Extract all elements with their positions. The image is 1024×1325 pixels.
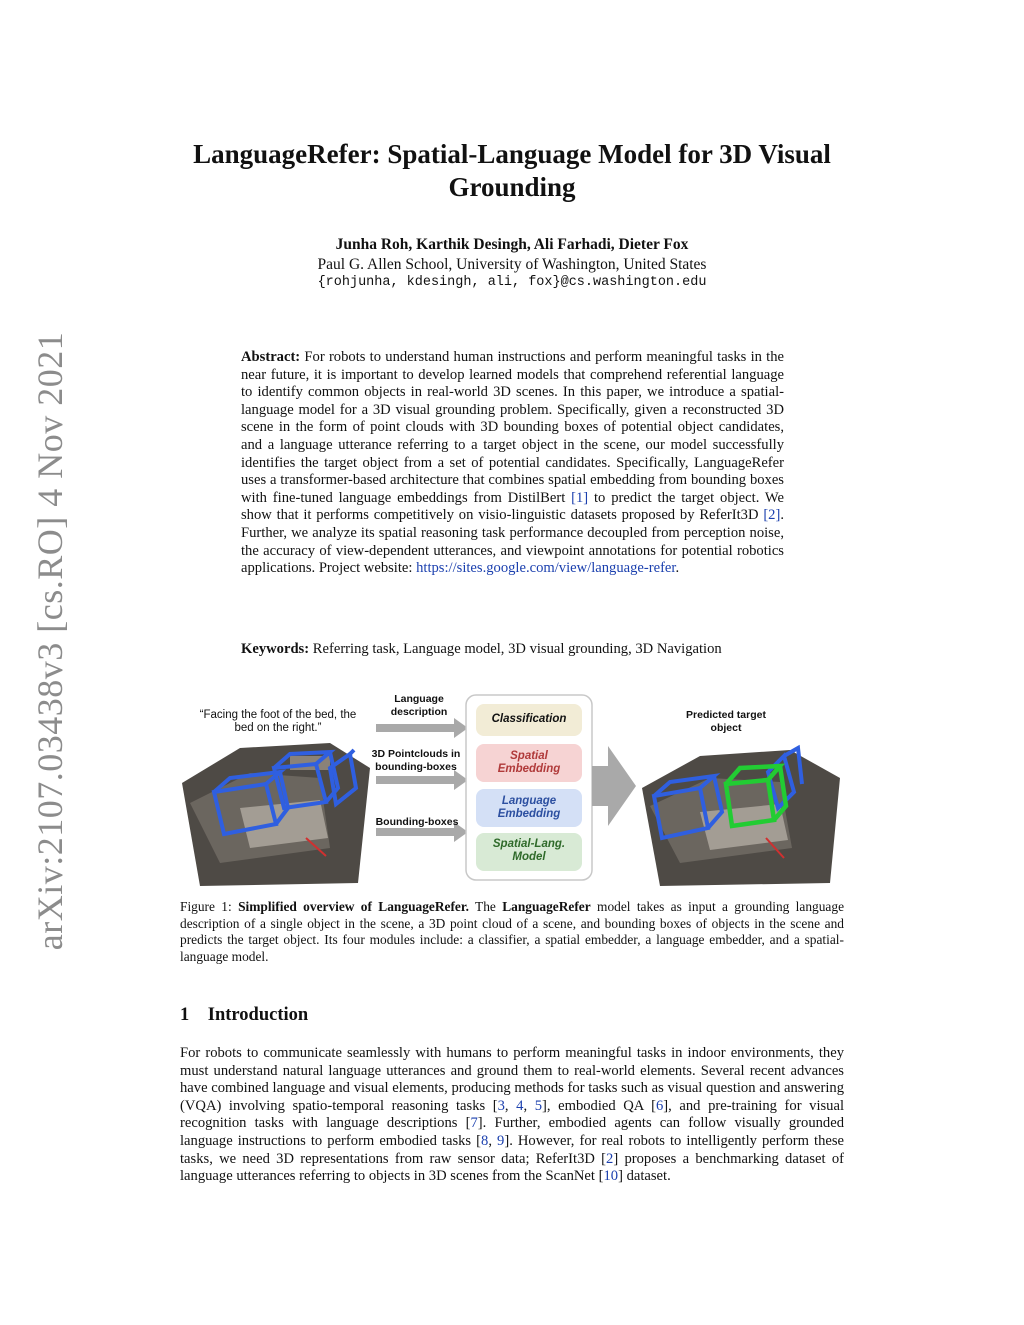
intro-text: , bbox=[488, 1132, 498, 1149]
citation-link[interactable]: 8 bbox=[481, 1132, 489, 1149]
abstract bbox=[241, 349, 784, 578]
section-heading bbox=[180, 1005, 308, 1026]
output-label: Predicted target object bbox=[686, 709, 766, 734]
module-spatial-lang-model: Spatial-Lang. Model bbox=[492, 838, 566, 863]
arrow-label-bboxes: Bounding-boxes bbox=[375, 816, 459, 828]
citation-link[interactable]: [2] bbox=[763, 507, 781, 524]
citation-link[interactable]: 10 bbox=[603, 1168, 619, 1185]
citation-link[interactable]: 7 bbox=[470, 1115, 478, 1132]
abstract-text: . bbox=[675, 560, 680, 577]
intro-text: , bbox=[523, 1097, 535, 1114]
citation-link[interactable]: 2 bbox=[606, 1150, 614, 1167]
citation-link[interactable]: 6 bbox=[656, 1097, 664, 1114]
caption-title: Simplified overview of LanguageRefer. bbox=[238, 899, 469, 914]
keywords-text: Referring task, Language model, 3D visual grounding, 3D Navigation bbox=[312, 641, 722, 657]
figure-overview bbox=[180, 688, 844, 888]
abstract-label: Abstract: bbox=[241, 349, 301, 365]
introduction-paragraph bbox=[180, 1045, 844, 1186]
intro-text: ]. However, for real robots to intelligently perform these tasks, we need 3D representations from raw sensor data; ReferIt3D [ bbox=[180, 1132, 845, 1167]
module-spatial-embedding: Spatial Embedding bbox=[497, 750, 561, 775]
abstract-text: to predict the target object. We show that it performs competitively on visio-linguistic datasets proposed by ReferIt3D bbox=[241, 489, 785, 524]
citation-link[interactable]: 5 bbox=[534, 1097, 543, 1114]
emails: {rohjunha, kdesingh, ali, fox}@cs.washington.edu bbox=[317, 275, 707, 290]
abstract-text: For robots to understand human instructions and perform meaningful tasks in the near future, it is important to develop learned models that comprehend referential language to identify common objects in real-world 3D scenes. In this paper, we introduce a spatial-language model for a 3D visual grounding problem. Specifically, given a reconstructed 3D scene in the form of point clouds with 3D bounding boxes of potential object candidates, and a language utterance referring to a target object in the scene, our model successfully identifies the target object from a set of potential candidates. Specifically, LanguageRefer uses a transformer-based architecture that combines spatial embedding from bounding boxes with fine-tuned language embeddings from DistilBert bbox=[241, 349, 784, 506]
caption-text: The bbox=[468, 899, 503, 914]
output-arrow bbox=[592, 746, 636, 826]
intro-text: ], and pre-training for visual recognition tasks with language descriptions [ bbox=[180, 1097, 845, 1132]
arrow-label-language: Language description bbox=[390, 693, 448, 718]
intro-text: For robots to communicate seamlessly with humans to perform meaningful tasks in indoor environments, they must understand natural language utterances and ground them to real-world elements. Several recent advances have combined language and visual elements, producing methods for tasks such as visual question and answering (VQA) involving spatio-temporal reasoning tasks [ bbox=[180, 1045, 844, 1114]
figure-caption bbox=[180, 899, 844, 965]
citation-link[interactable]: 4 bbox=[516, 1097, 524, 1114]
citation-link[interactable]: [1] bbox=[571, 489, 589, 506]
citation-link[interactable]: 3 bbox=[497, 1097, 505, 1114]
figure-quote: “Facing the foot of the bed, the bed on the right.” bbox=[199, 709, 357, 734]
output-scene-image bbox=[642, 748, 840, 886]
section-title: Introduction bbox=[207, 1005, 309, 1025]
abstract-text: . Further, we analyze its spatial reasoning task performance decoupled from perception noise, the accuracy of view-dependent utterances, and viewpoint annotations for potential robotics applications. Project website: bbox=[241, 507, 784, 577]
arxiv-id: arXiv:2107.03438v3 [cs.RO] 4 Nov 2021 bbox=[30, 331, 70, 951]
intro-text: , bbox=[504, 1097, 517, 1114]
intro-text: ], embodied QA [ bbox=[542, 1097, 656, 1114]
input-scene-image bbox=[182, 743, 370, 886]
caption-text: model takes as input a grounding language description of a single object in the scene, a 3D point cloud of a scene, and bounding boxes of objects in the scene and predicts the target object. Its four modules include: a classifier, a spatial embedder, a language embedder, and a spatial-language model. bbox=[180, 899, 845, 964]
project-website-link[interactable]: https://sites.google.com/view/language-refer bbox=[416, 560, 676, 577]
section-number: 1 bbox=[180, 1005, 190, 1025]
module-language-embedding: Language Embedding bbox=[497, 795, 561, 820]
keywords bbox=[241, 641, 784, 658]
keywords-label: Keywords: bbox=[241, 641, 310, 657]
module-classification: Classification bbox=[491, 713, 567, 725]
intro-text: ] proposes a benchmarking dataset of language utterances referring to objects in 3D scenes from the ScanNet [ bbox=[180, 1150, 844, 1185]
citation-link[interactable]: 9 bbox=[497, 1132, 505, 1149]
authors: Junha Roh, Karthik Desingh, Ali Farhadi, Dieter Fox bbox=[335, 236, 689, 253]
arrow-label-pointclouds: 3D Pointclouds in bounding-boxes bbox=[371, 748, 461, 773]
intro-text: ]. Further, embodied agents can follow visually grounded language instructions to perform embodied tasks [ bbox=[180, 1115, 844, 1149]
affiliation: Paul G. Allen School, University of Washington, United States bbox=[317, 256, 707, 273]
caption-model: LanguageRefer bbox=[502, 899, 591, 914]
paper-title: LanguageRefer: Spatial-Language Model for 3D Visual Grounding bbox=[193, 139, 831, 202]
intro-text: ] dataset. bbox=[618, 1168, 671, 1185]
caption-label: Figure 1: bbox=[180, 899, 232, 914]
